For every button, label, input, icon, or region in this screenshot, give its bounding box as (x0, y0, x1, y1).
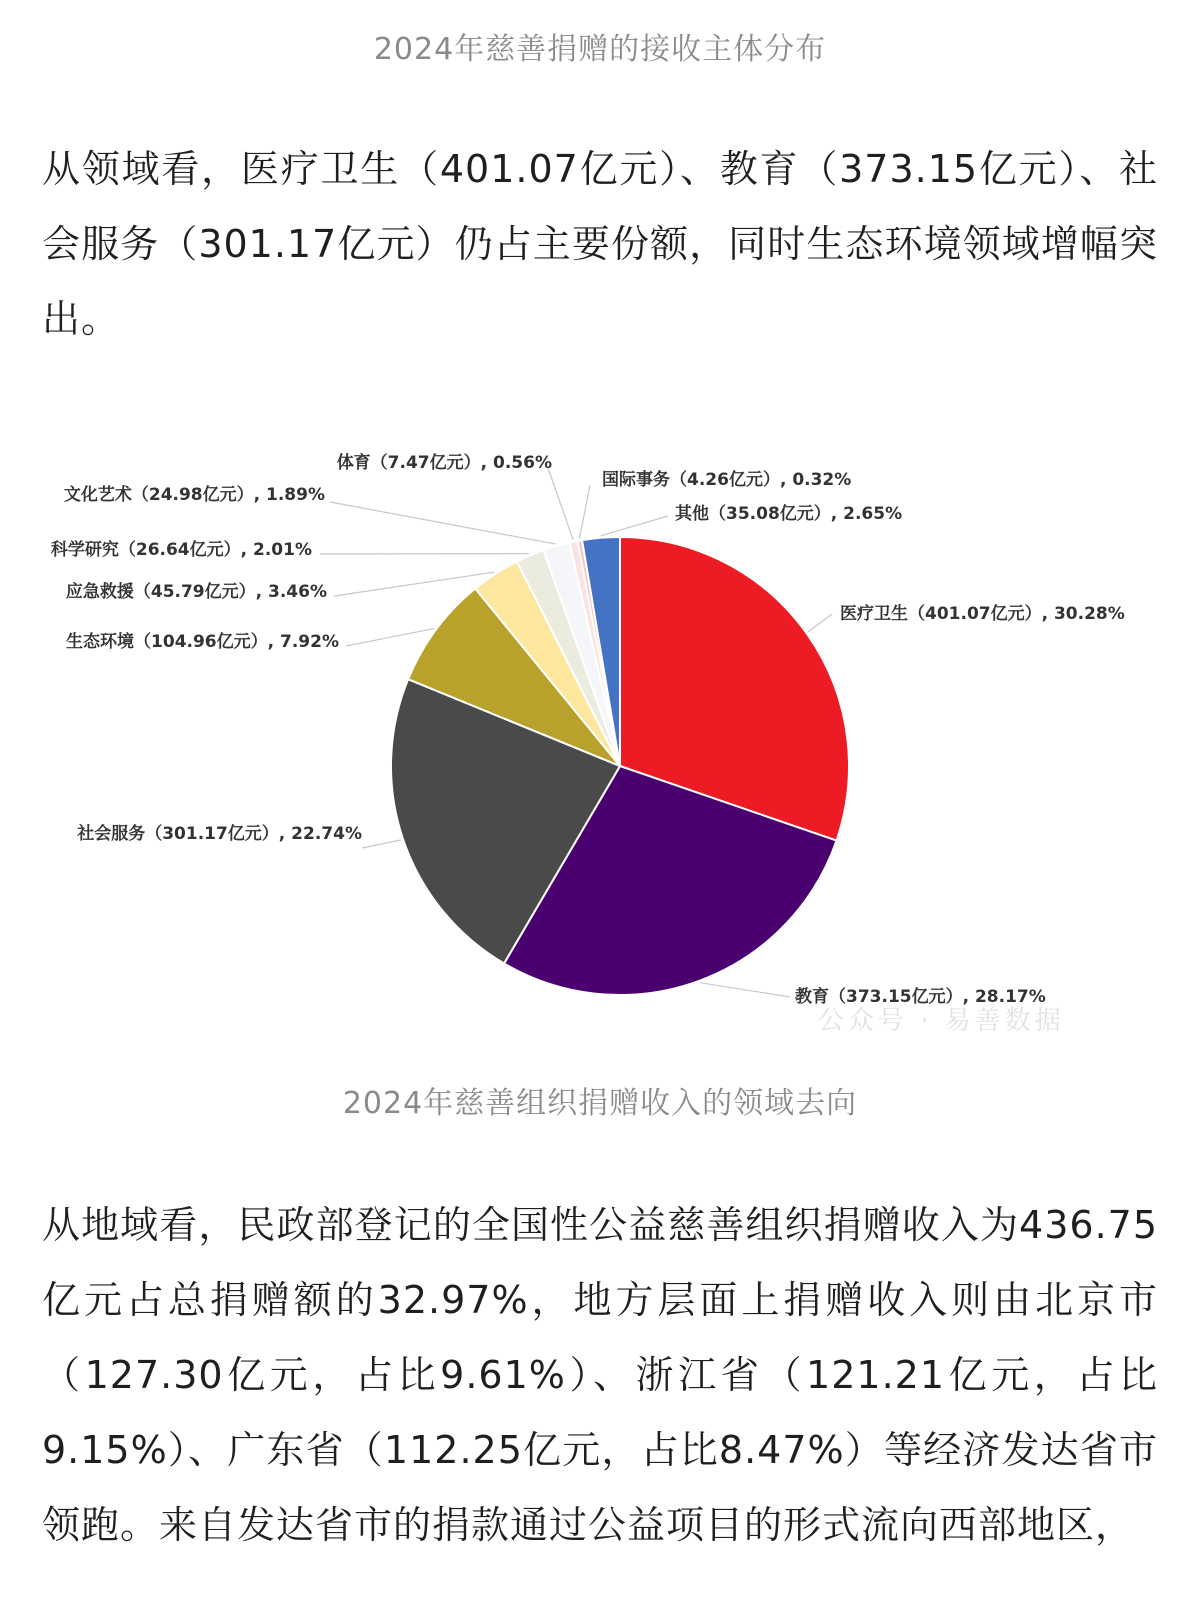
pie-label-体育: 体育（7.47亿元）, 0.56% (336, 453, 552, 473)
paragraph-region-overview: 从地域看，民政部登记的全国性公益慈善组织捐赠收入为436.75亿元占总捐赠额的32.97%，地方层面上捐赠收入则由北京市（127.30亿元，占比9.61%）、浙江省（121.21亿元，占比9.15%）、广东省（112.25亿元，占比8.47%）等经济发达省市领跑。来自发达省市的捐款通过公益项目的形式流向西部地区， (42, 1203, 1158, 1547)
pie-label-教育: 教育（373.15亿元）, 28.17% (795, 987, 1046, 1007)
watermark: 公众号 · 易善数据 (818, 1006, 1065, 1036)
chart-caption: 2024年慈善组织捐赠收入的领域去向 (342, 1086, 858, 1121)
leader-line-生态环境 (346, 628, 434, 646)
leader-line-社会服务 (362, 840, 401, 848)
leader-line-文化艺术 (330, 502, 556, 544)
leader-line-其他 (601, 516, 668, 536)
paragraph-domain-overview: 从领域看，医疗卫生（401.07亿元）、教育（373.15亿元）、社会服务（301.17亿元）仍占主要份额，同时生态环境领域增幅突出。 (42, 147, 1158, 341)
leader-line-体育 (548, 468, 573, 540)
pie-label-其他: 其他（35.08亿元）, 2.65% (675, 504, 903, 524)
pie-label-国际事务: 国际事务（4.26亿元）, 0.32% (602, 470, 852, 490)
pie-slices (391, 537, 849, 995)
pie-label-文化艺术: 文化艺术（24.98亿元）, 1.89% (63, 485, 325, 505)
pie-label-生态环境: 生态环境（104.96亿元）, 7.92% (66, 632, 339, 652)
pie-chart (0, 430, 1200, 1070)
pie-label-科学研究: 科学研究（26.64亿元）, 2.01% (50, 540, 312, 560)
leader-line-医疗卫生 (808, 614, 832, 632)
pie-label-医疗卫生: 医疗卫生（401.07亿元）, 30.28% (840, 604, 1125, 624)
leader-line-国际事务 (579, 485, 590, 539)
pie-label-应急救援: 应急救援（45.79亿元）, 3.46% (65, 582, 327, 602)
caption-top: 2024年慈善捐赠的接收主体分布 (373, 32, 827, 67)
pie-label-社会服务: 社会服务（301.17亿元）, 22.74% (77, 824, 362, 844)
leader-line-教育 (700, 983, 790, 997)
